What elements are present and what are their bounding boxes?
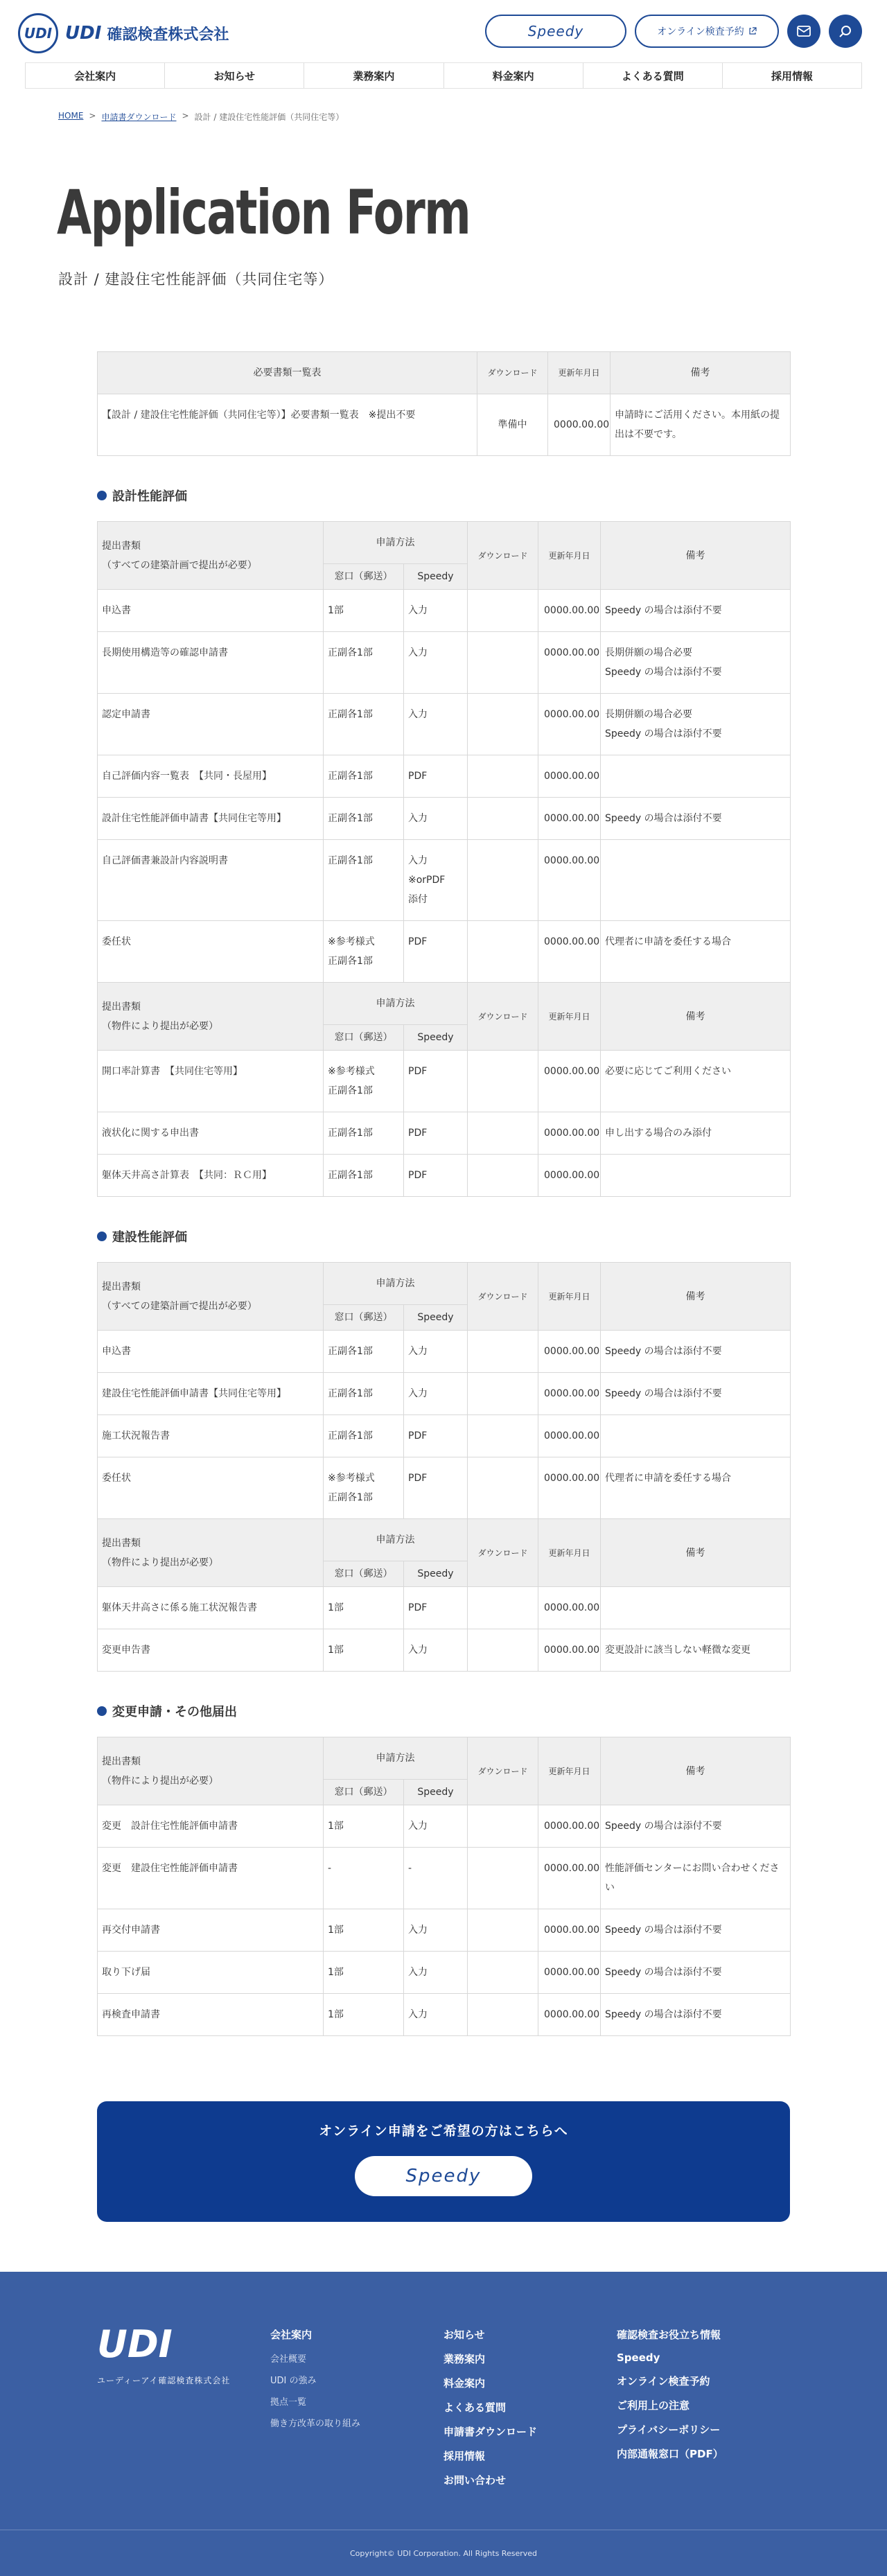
doc-date: 0000.00.00 (538, 632, 601, 694)
documents-table (97, 1262, 791, 1672)
doc-speedy: 入力 (404, 1805, 468, 1848)
doc-note: 代理者に申請を委任する場合 (601, 1457, 791, 1519)
footer-link[interactable]: お問い合わせ (444, 2474, 507, 2487)
header-window: 窓口（郵送） (324, 1305, 404, 1331)
footer-link[interactable]: 業務案内 (444, 2353, 486, 2365)
doc-date: 0000.00.00 (538, 1051, 601, 1112)
main-content (97, 351, 790, 2036)
doc-window: ※参考様式 正副各1部 (324, 1051, 404, 1112)
doc-speedy: 入力 (404, 1331, 468, 1373)
doc-note: Speedy の場合は添付不要 (601, 1805, 791, 1848)
doc-download[interactable] (468, 1373, 538, 1415)
summary-name: 【設計 / 建設住宅性能評価（共同住宅等）】必要書類一覧表 ※提出不要 (98, 394, 477, 456)
breadcrumb-home[interactable]: HOME (58, 111, 84, 121)
online-application-cta (97, 2101, 790, 2222)
doc-download[interactable] (468, 1848, 538, 1909)
table-row (98, 1331, 791, 1373)
footer-link[interactable]: 確認検査お役立ち情報 (617, 2329, 721, 2341)
footer-link[interactable]: 会社案内 (270, 2329, 313, 2341)
header-date: 更新年月日 (538, 1263, 601, 1331)
nav-news[interactable]: お知らせ (164, 63, 304, 88)
doc-name: 申込書 (98, 590, 324, 632)
doc-speedy: - (404, 1848, 468, 1909)
doc-window: 1部 (324, 1629, 404, 1672)
nav-company[interactable]: 会社案内 (25, 63, 164, 88)
header-speedy: Speedy (404, 1025, 468, 1051)
doc-note: 変更設計に該当しない軽微な変更 (601, 1629, 791, 1672)
doc-name: 変更 設計住宅性能評価申請書 (98, 1805, 324, 1848)
nav-services[interactable]: 業務案内 (304, 63, 443, 88)
doc-date: 0000.00.00 (538, 798, 601, 840)
doc-download[interactable] (468, 590, 538, 632)
nav-fees[interactable]: 料金案内 (444, 63, 583, 88)
footer-link[interactable]: お知らせ (444, 2329, 485, 2341)
company-name: 確認検査株式会社 (107, 26, 229, 44)
doc-name: 再交付申請書 (98, 1909, 324, 1952)
table-row (98, 1415, 791, 1457)
doc-window: 1部 (324, 1587, 404, 1629)
doc-window: 正副各1部 (324, 1373, 404, 1415)
doc-date: 0000.00.00 (538, 590, 601, 632)
doc-date: 0000.00.00 (538, 1415, 601, 1457)
footer-link[interactable]: 内部通報窓口（PDF） (617, 2448, 723, 2460)
company-logo[interactable] (18, 13, 229, 53)
doc-download[interactable] (468, 632, 538, 694)
header-download: ダウンロード (468, 1263, 538, 1331)
copyright: Copyright© UDI Corporation. All Rights Reserved (349, 2549, 537, 2558)
header-window: 窓口（郵送） (324, 564, 404, 590)
header-date: 更新年月日 (538, 983, 601, 1051)
mail-icon (797, 26, 811, 37)
footer-col-info (617, 2327, 723, 2471)
header-date: 更新年月日 (538, 1737, 601, 1805)
doc-note: 性能評価センターにお問い合わせください (601, 1848, 791, 1909)
doc-download[interactable] (468, 1805, 538, 1848)
doc-name: 液状化に関する申出書 (98, 1112, 324, 1155)
doc-note (601, 1415, 791, 1457)
doc-speedy: 入力 (404, 1994, 468, 2036)
header-method: 申請方法 (324, 522, 468, 564)
doc-date: 0000.00.00 (538, 840, 601, 921)
table-row (98, 1909, 791, 1952)
doc-window: 1部 (324, 590, 404, 632)
table-row (98, 1112, 791, 1155)
doc-name: 申込書 (98, 1331, 324, 1373)
doc-note: 必要に応じてご利用ください (601, 1051, 791, 1112)
global-nav (25, 62, 862, 89)
header-download: ダウンロード (468, 983, 538, 1051)
doc-note (601, 1587, 791, 1629)
footer-col-company (270, 2327, 360, 2437)
footer-link[interactable]: ご利用上の注意 (617, 2399, 690, 2412)
summary-header-download: ダウンロード (477, 352, 548, 394)
header-download: ダウンロード (468, 1737, 538, 1805)
doc-download[interactable] (468, 921, 538, 983)
doc-note: Speedy の場合は添付不要 (601, 1994, 791, 2036)
doc-date: 0000.00.00 (538, 1155, 601, 1197)
doc-speedy: PDF (404, 1415, 468, 1457)
doc-window: ※参考様式 正副各1部 (324, 921, 404, 983)
doc-window: 正副各1部 (324, 694, 404, 755)
doc-window: 正副各1部 (324, 632, 404, 694)
header-speedy: Speedy (404, 1305, 468, 1331)
doc-window: 正副各1部 (324, 755, 404, 798)
doc-speedy: PDF (404, 1112, 468, 1155)
search-icon (838, 24, 852, 38)
documents-table (97, 521, 791, 1197)
doc-name: 施工状況報告書 (98, 1415, 324, 1457)
footer-company-name: ユーディーアイ確認検査株式会社 (97, 2376, 231, 2385)
site-footer (0, 2272, 887, 2576)
doc-date: 0000.00.00 (538, 1373, 601, 1415)
doc-date: 0000.00.00 (538, 755, 601, 798)
header-note: 備考 (601, 1737, 791, 1805)
header-speedy: Speedy (404, 1561, 468, 1587)
table-row (98, 632, 791, 694)
footer-link[interactable]: 拠点一覧 (270, 2397, 307, 2408)
doc-note (601, 1155, 791, 1197)
doc-speedy: PDF (404, 1587, 468, 1629)
external-link-icon (748, 27, 757, 35)
header-speedy: Speedy (404, 1780, 468, 1805)
section-title: 設計性能評価 (97, 487, 790, 505)
doc-name: 変更申告書 (98, 1629, 324, 1672)
cta-title: オンライン申請をご希望の方はこちらへ (319, 2123, 568, 2139)
header-window: 窓口（郵送） (324, 1561, 404, 1587)
doc-note: 申し出する場合のみ添付 (601, 1112, 791, 1155)
table-header-row (98, 983, 791, 1025)
doc-window: 1部 (324, 1909, 404, 1952)
doc-name: 取り下げ届 (98, 1952, 324, 1994)
doc-name: 自己評価書兼設計内容説明書 (98, 840, 324, 921)
doc-name: 躯体天井高さに係る施工状況報告書 (98, 1587, 324, 1629)
doc-download[interactable] (468, 1994, 538, 2036)
table-row (98, 755, 791, 798)
doc-note: Speedy の場合は添付不要 (601, 1373, 791, 1415)
doc-download[interactable] (468, 1051, 538, 1112)
doc-download[interactable] (468, 798, 538, 840)
doc-download[interactable] (468, 1952, 538, 1994)
doc-speedy: 入力 (404, 1909, 468, 1952)
footer-col-main (444, 2327, 537, 2497)
header-speedy: Speedy (404, 564, 468, 590)
doc-download[interactable] (468, 1629, 538, 1672)
doc-speedy: 入力 (404, 1373, 468, 1415)
doc-download[interactable] (468, 1587, 538, 1629)
doc-name: 委任状 (98, 921, 324, 983)
doc-note: Speedy の場合は添付不要 (601, 1909, 791, 1952)
footer-link[interactable]: Speedy (617, 2351, 660, 2364)
document-sections (97, 487, 790, 2036)
footer-link[interactable]: UDI の強み (270, 2376, 317, 2386)
footer-link[interactable]: 会社概要 (270, 2354, 307, 2365)
table-row (98, 1587, 791, 1629)
header-date: 更新年月日 (538, 1519, 601, 1587)
footer-link[interactable]: よくある質問 (444, 2401, 507, 2414)
doc-download[interactable] (468, 1112, 538, 1155)
table-header-row (98, 1263, 791, 1305)
doc-window: 正副各1部 (324, 1415, 404, 1457)
doc-download[interactable] (468, 1415, 538, 1457)
table-row (98, 1805, 791, 1848)
doc-date: 0000.00.00 (538, 1909, 601, 1952)
doc-name: 自己評価内容一覧表 【共同・長屋用】 (98, 755, 324, 798)
doc-name: 委任状 (98, 1457, 324, 1519)
doc-speedy: PDF (404, 921, 468, 983)
doc-note: Speedy の場合は添付不要 (601, 1331, 791, 1373)
table-row (98, 1155, 791, 1197)
doc-note: Speedy の場合は添付不要 (601, 1952, 791, 1994)
doc-download[interactable] (468, 840, 538, 921)
doc-name: 開口率計算書 【共同住宅等用】 (98, 1051, 324, 1112)
doc-date: 0000.00.00 (538, 921, 601, 983)
table-header-row (98, 522, 791, 564)
header-docs: 提出書類 （物件により提出が必要） (98, 1519, 324, 1587)
summary-header-note: 備考 (611, 352, 791, 394)
documents-table (97, 1737, 791, 2036)
breadcrumb-current: 設計 / 建設住宅性能評価（共同住宅等） (194, 112, 344, 122)
cta-speedy-button[interactable]: Speedy (355, 2156, 532, 2196)
footer-link[interactable]: プライバシーポリシー (617, 2424, 721, 2436)
nav-recruit[interactable]: 採用情報 (722, 63, 862, 88)
table-header-row (98, 1737, 791, 1780)
header-note: 備考 (601, 522, 791, 590)
doc-date: 0000.00.00 (538, 694, 601, 755)
header-method: 申請方法 (324, 1263, 468, 1305)
doc-date: 0000.00.00 (538, 1952, 601, 1994)
header-docs: 提出書類 （物件により提出が必要） (98, 1737, 324, 1805)
doc-name: 躯体天井高さ計算表 【共同：ＲＣ用】 (98, 1155, 324, 1197)
summary-date: 0000.00.00 (548, 394, 611, 456)
doc-download[interactable] (468, 1457, 538, 1519)
doc-speedy: 入力 ※orPDF 添付 (404, 840, 468, 921)
table-header-row (98, 1519, 791, 1561)
doc-note (601, 755, 791, 798)
footer-link[interactable]: 料金案内 (444, 2377, 486, 2390)
summary-note: 申請時にご活用ください。本用紙の提出は不要です。 (611, 394, 791, 456)
header-docs: 提出書類 （すべての建築計画で提出が必要） (98, 522, 324, 590)
breadcrumb: HOME > 申請書ダウンロード > 設計 / 建設住宅性能評価（共同住宅等） (58, 111, 344, 122)
doc-speedy: 入力 (404, 798, 468, 840)
doc-window: 1部 (324, 1805, 404, 1848)
doc-date: 0000.00.00 (538, 1457, 601, 1519)
doc-window: 正副各1部 (324, 1155, 404, 1197)
doc-speedy: 入力 (404, 632, 468, 694)
table-row (98, 394, 791, 456)
doc-name: 認定申請書 (98, 694, 324, 755)
doc-date: 0000.00.00 (538, 1587, 601, 1629)
doc-window: 正副各1部 (324, 1112, 404, 1155)
doc-name: 建設住宅性能評価申請書【共同住宅等用】 (98, 1373, 324, 1415)
doc-date: 0000.00.00 (538, 1629, 601, 1672)
header-window: 窓口（郵送） (324, 1025, 404, 1051)
header-window: 窓口（郵送） (324, 1780, 404, 1805)
section-title: 建設性能評価 (97, 1227, 790, 1245)
doc-speedy: 入力 (404, 1952, 468, 1994)
doc-download[interactable] (468, 694, 538, 755)
doc-note: 代理者に申請を委任する場合 (601, 921, 791, 983)
doc-note: 長期併願の場合必要 Speedy の場合は添付不要 (601, 632, 791, 694)
table-row (98, 1629, 791, 1672)
footer-link[interactable]: 採用情報 (444, 2450, 486, 2462)
breadcrumb-downloads[interactable]: 申請書ダウンロード (101, 112, 177, 122)
doc-download[interactable] (468, 1155, 538, 1197)
search-button[interactable] (829, 15, 862, 48)
footer-link[interactable]: 申請書ダウンロード (444, 2426, 538, 2438)
doc-download[interactable] (468, 755, 538, 798)
doc-note: Speedy の場合は添付不要 (601, 798, 791, 840)
summary-table (97, 351, 791, 456)
table-row (98, 1848, 791, 1909)
doc-note: Speedy の場合は添付不要 (601, 590, 791, 632)
table-row (98, 694, 791, 755)
doc-name: 変更 建設住宅性能評価申請書 (98, 1848, 324, 1909)
section-title: 変更申請・その他届出 (97, 1702, 790, 1720)
doc-download[interactable] (468, 1909, 538, 1952)
header-date: 更新年月日 (538, 522, 601, 590)
logo-udi: UDI (65, 23, 102, 44)
doc-date: 0000.00.00 (538, 1994, 601, 2036)
nav-faq[interactable]: よくある質問 (583, 63, 722, 88)
doc-speedy: 入力 (404, 1629, 468, 1672)
header-docs: 提出書類 （すべての建築計画で提出が必要） (98, 1263, 324, 1331)
mail-button[interactable] (787, 15, 820, 48)
header-method: 申請方法 (324, 1519, 468, 1561)
doc-speedy: PDF (404, 1051, 468, 1112)
doc-name: 長期使用構造等の確認申請書 (98, 632, 324, 694)
doc-note: 長期併願の場合必要 Speedy の場合は添付不要 (601, 694, 791, 755)
page-subtitle: 設計 / 建設住宅性能評価（共同住宅等） (58, 271, 334, 288)
table-row (98, 1994, 791, 2036)
site-header (0, 0, 887, 62)
doc-speedy: 入力 (404, 694, 468, 755)
doc-note (601, 840, 791, 921)
header-docs: 提出書類 （物件により提出が必要） (98, 983, 324, 1051)
doc-window: 1部 (324, 1952, 404, 1994)
header-method: 申請方法 (324, 983, 468, 1025)
doc-date: 0000.00.00 (538, 1848, 601, 1909)
summary-download: 準備中 (477, 394, 548, 456)
doc-date: 0000.00.00 (538, 1112, 601, 1155)
doc-download[interactable] (468, 1331, 538, 1373)
doc-window: 正副各1部 (324, 840, 404, 921)
doc-window: 正副各1部 (324, 1331, 404, 1373)
table-row (98, 1457, 791, 1519)
table-row (98, 1373, 791, 1415)
page-title: Application Form (57, 177, 471, 248)
logo-mark: UDI (18, 13, 58, 53)
header-method: 申請方法 (324, 1737, 468, 1780)
doc-window: - (324, 1848, 404, 1909)
summary-header-name: 必要書類一覧表 (98, 352, 477, 394)
doc-name: 再検査申請書 (98, 1994, 324, 2036)
table-row (98, 1051, 791, 1112)
doc-date: 0000.00.00 (538, 1331, 601, 1373)
header-download: ダウンロード (468, 522, 538, 590)
table-row (98, 840, 791, 921)
footer-link[interactable]: オンライン検査予約 (617, 2375, 710, 2387)
doc-window: 1部 (324, 1994, 404, 2036)
table-row (98, 921, 791, 983)
doc-date: 0000.00.00 (538, 1805, 601, 1848)
table-row (98, 590, 791, 632)
header-download: ダウンロード (468, 1519, 538, 1587)
doc-speedy: PDF (404, 1155, 468, 1197)
doc-window: 正副各1部 (324, 798, 404, 840)
footer-logo[interactable]: UDI ユーディーアイ確認検査株式会社 (97, 2322, 231, 2385)
doc-speedy: PDF (404, 1457, 468, 1519)
doc-speedy: 入力 (404, 590, 468, 632)
online-reservation-button[interactable]: オンライン検査予約 (635, 15, 779, 48)
header-note: 備考 (601, 1263, 791, 1331)
summary-header-date: 更新年月日 (548, 352, 611, 394)
header-note: 備考 (601, 983, 791, 1051)
table-row (98, 798, 791, 840)
header-note: 備考 (601, 1519, 791, 1587)
footer-link[interactable]: 働き方改革の取り組み (270, 2419, 361, 2429)
speedy-button[interactable]: Speedy (485, 15, 626, 48)
doc-name: 設計住宅性能評価申請書【共同住宅等用】 (98, 798, 324, 840)
table-row (98, 1952, 791, 1994)
doc-window: ※参考様式 正副各1部 (324, 1457, 404, 1519)
doc-speedy: PDF (404, 755, 468, 798)
